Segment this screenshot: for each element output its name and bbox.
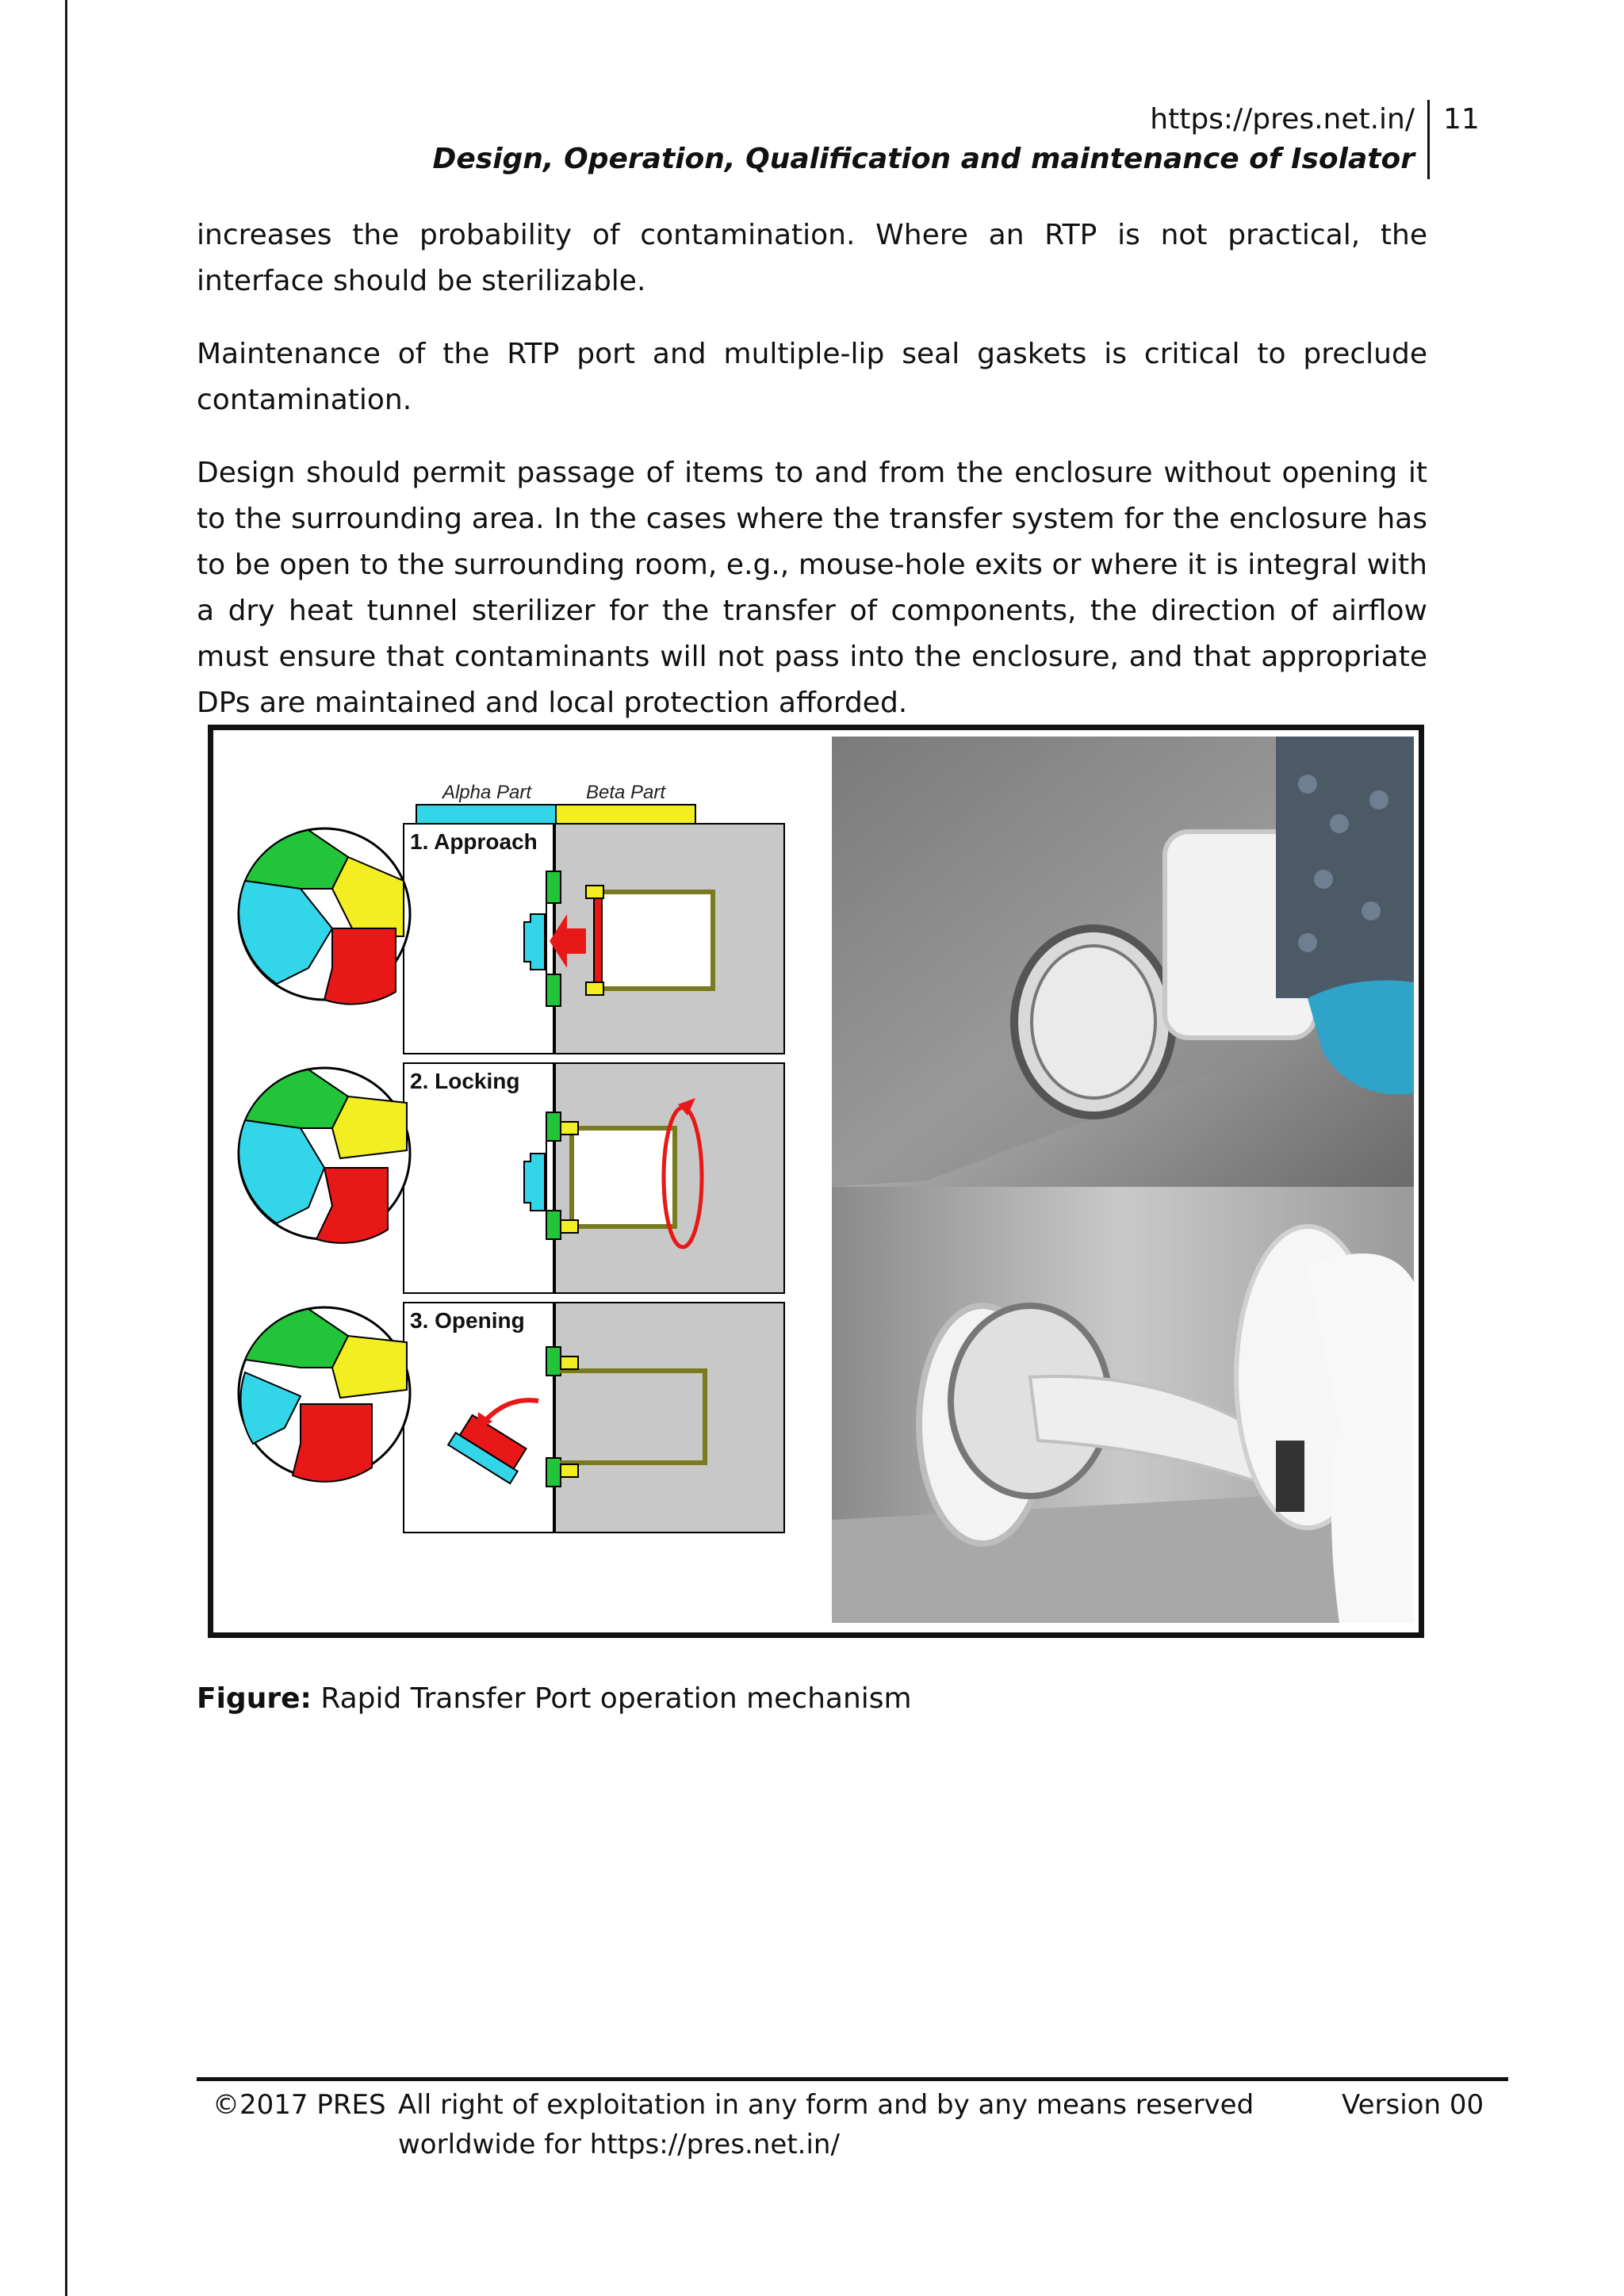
footer-rights: All right of exploitation in any form and by any means reserved worldwide for https://pres.net.in/: [398, 2089, 1254, 2160]
alpha-part-label: Alpha Part: [442, 782, 532, 803]
step-2-label: 2. Locking: [410, 1069, 520, 1093]
rtp-figure: [208, 725, 1424, 1638]
header-divider: [1427, 100, 1430, 179]
header-title: Design, Operation, Qualification and maintenance of Isolator: [432, 143, 1415, 175]
running-header: [432, 100, 1415, 179]
caption-text: Rapid Transfer Port operation mechanism: [320, 1682, 912, 1715]
footer-version: Version 00: [1342, 2089, 1484, 2121]
footer-rule: [197, 2077, 1508, 2081]
beta-part-label: Beta Part: [585, 782, 666, 803]
body-text: [197, 212, 1427, 753]
paragraph: Maintenance of the RTP port and multiple-lip seal gaskets is critical to preclude contamination.: [197, 338, 1427, 416]
step-1-label: 1. Approach: [410, 829, 538, 854]
rtp-mechanism-diagram: [213, 730, 832, 1632]
caption-label: Figure:: [197, 1682, 312, 1715]
left-margin-rule: [65, 0, 67, 2296]
paragraph: increases the probability of contamination. Where an RTP is not practical, the interface should be sterilizable.: [197, 219, 1427, 297]
header-url[interactable]: https://pres.net.in/: [1150, 103, 1415, 136]
step-locking-panel: [239, 1063, 784, 1293]
step-approach-panel: [239, 824, 784, 1054]
rtp-photo-glove-port: [832, 1187, 1414, 1623]
page-number: 11: [1443, 103, 1480, 136]
step-3-label: 3. Opening: [410, 1308, 525, 1333]
paragraph: Design should permit passage of items to and from the enclosure without opening it to the surrounding area. In the cases where the transfer system for the enclosure has to be open to the surrounding room, e.g., mouse-hole exits or where it is integral with a dry heat tunnel sterilizer for the transfer of components, the direction of airflow must ensure that contaminants will not pass into the enclosure, and that appropriate DPs are maintained and local protection afforded.: [197, 457, 1427, 719]
step-opening-panel: [239, 1303, 784, 1533]
rtp-photo-beta-bag: [832, 737, 1414, 1187]
footer-copyright: ©2017 PRES: [213, 2089, 386, 2121]
figure-caption: [197, 1679, 912, 1719]
